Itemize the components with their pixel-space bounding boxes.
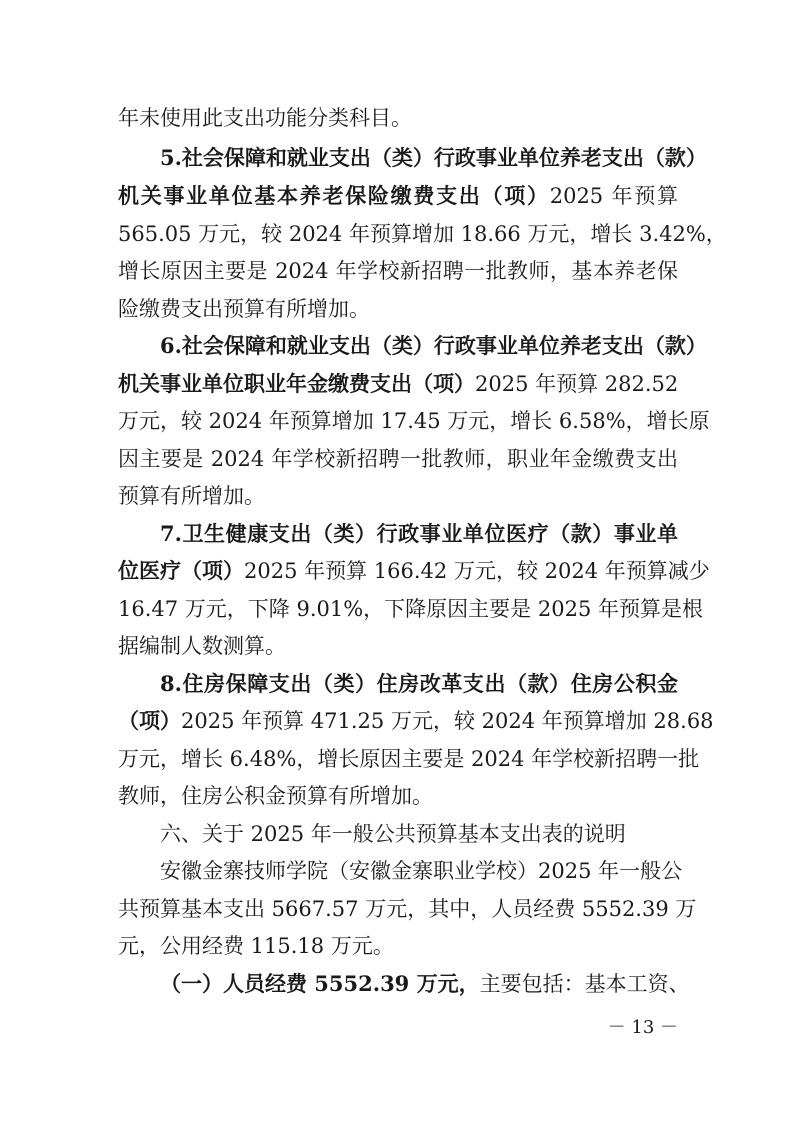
line-text-bold: （项） <box>118 708 181 733</box>
text-line <box>118 931 678 961</box>
text-line <box>118 481 678 511</box>
text-line <box>118 181 678 211</box>
line-text-bold: 8.住房保障支出（类）住房改革支出（款）住房公积金 <box>160 671 678 696</box>
line-text: 主要包括：基本工资、 <box>479 972 690 996</box>
line-text-bold: 位医疗（项） <box>118 558 244 583</box>
line-text: 2025 年预算 282.52 <box>475 372 679 396</box>
text-line <box>118 781 678 811</box>
line-text-bold: 5.社会保障和就业支出（类）行政事业单位养老支出（款） <box>160 145 707 170</box>
line-text: 增长原因主要是 2024 年学校新招聘一批教师，基本养老保 <box>118 259 678 283</box>
text-line <box>118 444 678 474</box>
text-line <box>118 631 678 661</box>
section-heading-7 <box>160 519 678 549</box>
page-number: － 13 － <box>607 1017 678 1038</box>
text-line <box>118 894 697 924</box>
text-line <box>118 406 710 436</box>
section-heading-6 <box>160 331 707 361</box>
text-line <box>118 219 727 249</box>
text-line <box>118 103 678 133</box>
line-text: 险缴费支出预算有所增加。 <box>118 297 370 321</box>
line-text: 万元，增长 6.48%，增长原因主要是 2024 年学校新招聘一批 <box>118 747 700 771</box>
text-line <box>118 294 678 324</box>
section-heading-5 <box>160 143 707 173</box>
line-text-bold: （一）人员经费 5552.39 万元， <box>160 971 480 996</box>
text-line <box>118 369 678 399</box>
line-text: 万元，较 2024 年预算增加 17.45 万元，增长 6.58%，增长原 <box>118 409 710 433</box>
line-text: 预算有所增加。 <box>118 484 265 508</box>
text-line <box>118 594 703 624</box>
line-text: 安徽金寨技师学院（安徽金寨职业学校）2025 年一般公 <box>160 859 683 883</box>
line-text-bold: 机关事业单位职业年金缴费支出（项） <box>118 371 475 396</box>
line-text: 元，公用经费 115.18 万元。 <box>118 934 394 958</box>
line-text-bold: 6.社会保障和就业支出（类）行政事业单位养老支出（款） <box>160 333 707 358</box>
chapter-heading-6 <box>160 819 678 849</box>
line-text: 共预算基本支出 5667.57 万元，其中，人员经费 5552.39 万 <box>118 897 697 921</box>
line-text: 2025 年预算 471.25 万元，较 2024 年预算增加 28.68 <box>181 709 714 733</box>
line-text: 2025 年预算 <box>549 184 679 208</box>
line-text: 565.05 万元，较 2024 年预算增加 18.66 万元，增长 3.42%， <box>118 222 727 246</box>
line-text: 教师，住房公积金预算有所增加。 <box>118 784 433 808</box>
text-line <box>118 744 700 774</box>
line-text-bold: 7.卫生健康支出（类）行政事业单位医疗（款）事业单 <box>160 521 678 546</box>
line-text: 2025 年预算 166.42 万元，较 2024 年预算减少 <box>244 559 710 583</box>
sub-heading-personnel <box>160 969 690 999</box>
text-line <box>118 706 714 736</box>
line-text: 16.47 万元，下降 9.01%，下降原因主要是 2025 年预算是根 <box>118 597 703 621</box>
line-text: 六、关于 2025 年一般公共预算基本支出表的说明 <box>160 822 626 846</box>
line-text-bold: 机关事业单位基本养老保险缴费支出（项） <box>118 183 550 208</box>
text-line <box>118 256 678 286</box>
line-text: 因主要是 2024 年学校新招聘一批教师，职业年金缴费支出 <box>118 447 678 471</box>
text-line <box>118 556 710 586</box>
line-text: 据编制人数测算。 <box>118 634 286 658</box>
line-text: 年未使用此支出功能分类科目。 <box>118 106 412 130</box>
section-heading-8 <box>160 669 678 699</box>
text-line <box>160 856 683 886</box>
